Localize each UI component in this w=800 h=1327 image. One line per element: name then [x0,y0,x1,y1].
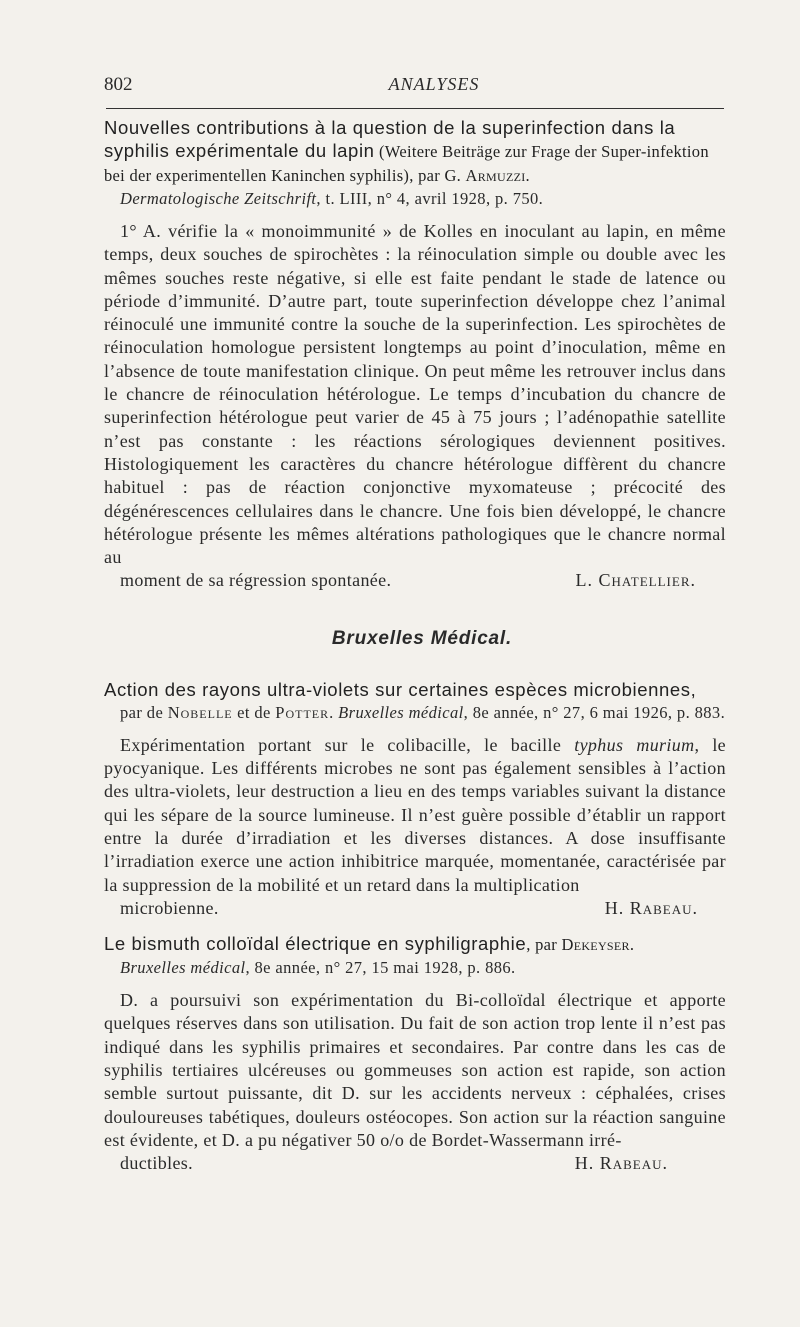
article-2-byline-and: et de [232,702,276,722]
page-header [104,74,724,98]
article-1-last-line: moment de sa régression spontanée. [120,570,392,591]
article-3-byline-prefix: , par [526,935,562,955]
article-3-paragraph: D. a poursuivi son expérimentation du Bi-colloïdal électrique et apporte quelques réserves dans son utilisation. Du fait de son action trop lente il n’est pas indiqué dans les syphilis primaires et secondaires. Par contre dans les cas de syphilis tertiaires ulcéreuses ou gommeuses son action est rapide, son action semble surtout puissante, dit D. sur les accidents nerveux : céphalées, crises douloureuses tabétiques, douleurs ostéocopes. Son action sur la réaction sanguine est évidente, et D. a pu négativer 50 o/o de Bordet-Wassermann irré- [104,990,726,1150]
article-2-closing [104,897,726,920]
article-1-closing [104,569,726,592]
article-3-citation [104,956,726,979]
article-3-journal: Bruxelles médical [120,958,246,978]
article-1-journal: Dermatologische Zeitschrift [120,189,317,208]
article-2-last-line: microbienne. [120,897,219,918]
article-2-journal: Bruxelles médical [338,702,464,722]
article-1-author: Armuzzi [465,166,526,185]
article-2-paragraph [104,734,726,897]
article-3-citation-detail: , 8e année, n° 27, 15 mai 1928, p. 886. [245,958,516,978]
article-1-citation [104,187,726,210]
article-3-heading [104,932,726,956]
article-1-paragraph: 1° A. vérifie la « monoimmunité » de Kolles en inoculant au lapin, en même temps, deux souches de spirochètes : la réinoculation simple ou double avec les mêmes souches reste négative, si elle est faite pendant le stade de latence ou période d’immunité. D’autre part, toute superinfection développe chez l’animal réinoculé une immunité contre la souche de la superinfection. Les spirochètes de réinoculation homologue persistent longtemps au point d’inoculation, même en l’absence de toute manifestation clinique. On peut même les retrouver inclus dans le chancre de réinoculation hétérologue. Le temps d’incubation du chancre de superinfection hétérologue peut varier de 45 à 75 jours ; l’adénopathie satellite n’est pas constante : les réactions sérologiques deviennent positives. Histologiquement les caractères du chancre hétérologue diffèrent du chancre habituel : pas de réaction conjonctive myxomateuse ; précocité des dégénérescences cellulaires dans le chancre. Une fois bien développé, le chancre hétérologue présente les mêmes altérations pathologiques que le chancre normal au [104,221,726,568]
article-1-title: Nouvelles contributions à la question de la superinfection dans la syphilis expérimentale du lapin [104,117,676,161]
article-2-byline-sep: . [329,702,339,722]
article-2-species: typhus murium [574,734,695,755]
page-body [104,116,726,1176]
article-2-citation-detail: , 8e année, n° 27, 6 mai 1926, p. 883. [463,702,726,722]
article-2-byline-prefix: par de [120,702,168,722]
article-3-title: Le bismuth colloïdal électrique en syphiligraphie [104,933,527,955]
article-3-last-line: ductibles. [120,1153,193,1174]
page-number: 802 [104,74,133,95]
article-1-signature: L. Chatellier. [575,570,696,591]
article-1-title-rest: (Weitere Beiträge zur Frage der Super-infektion bei der experimentellen Kaninchen syphilis), par G. [104,142,709,185]
running-title: ANALYSES [388,74,480,94]
article-2-paragraph-rest: , le pyocyanique. Les différents microbes ne sont pas également sensibles à l’action des ultra-violets, leur destruction a lieu en des temps variables suivant la distance qui les sépare de la source lumineuse. Il n’est guère possible d’établir un rapport entre la durée d’irradiation et les diverses distances. A dose insuffisante l’irradiation exerce une action inhibitrice marquée, momentanée, caractérisée par la suppression de la mobilité et un retard dans la multiplication [104,734,727,895]
article-3-closing [104,1152,726,1175]
article-2-author-1: Nobelle [167,702,233,722]
article-1-heading: Nouvelles contributions à la question de la superinfection dans la syphilis expérimentale du lapin (Weitere Beiträge zur Frage der Super-infektion bei der experimentellen Kaninchen syphilis), par G. Armuzzi. [104,117,709,185]
article-2-heading [104,678,726,701]
article-2-author-2: Potter [275,702,330,722]
article-2-title: Action des rayons ultra-violets sur certaines espèces microbiennes, [104,678,697,700]
section-heading: Bruxelles Médical. [331,627,513,649]
article-2-paragraph-start: Expérimentation portant sur le colibacille, le bacille [120,734,575,755]
header-rule [106,108,724,109]
article-3-author: Dekeyser [561,935,630,955]
article-2-citation [104,701,726,724]
article-2-signature: H. Rabeau. [604,897,698,918]
article-3-signature: H. Rabeau. [574,1153,668,1174]
article-3-byline-sep: . [629,935,635,955]
article-1-citation-detail: , t. LIII, n° 4, avril 1928, p. 750. [316,189,544,208]
